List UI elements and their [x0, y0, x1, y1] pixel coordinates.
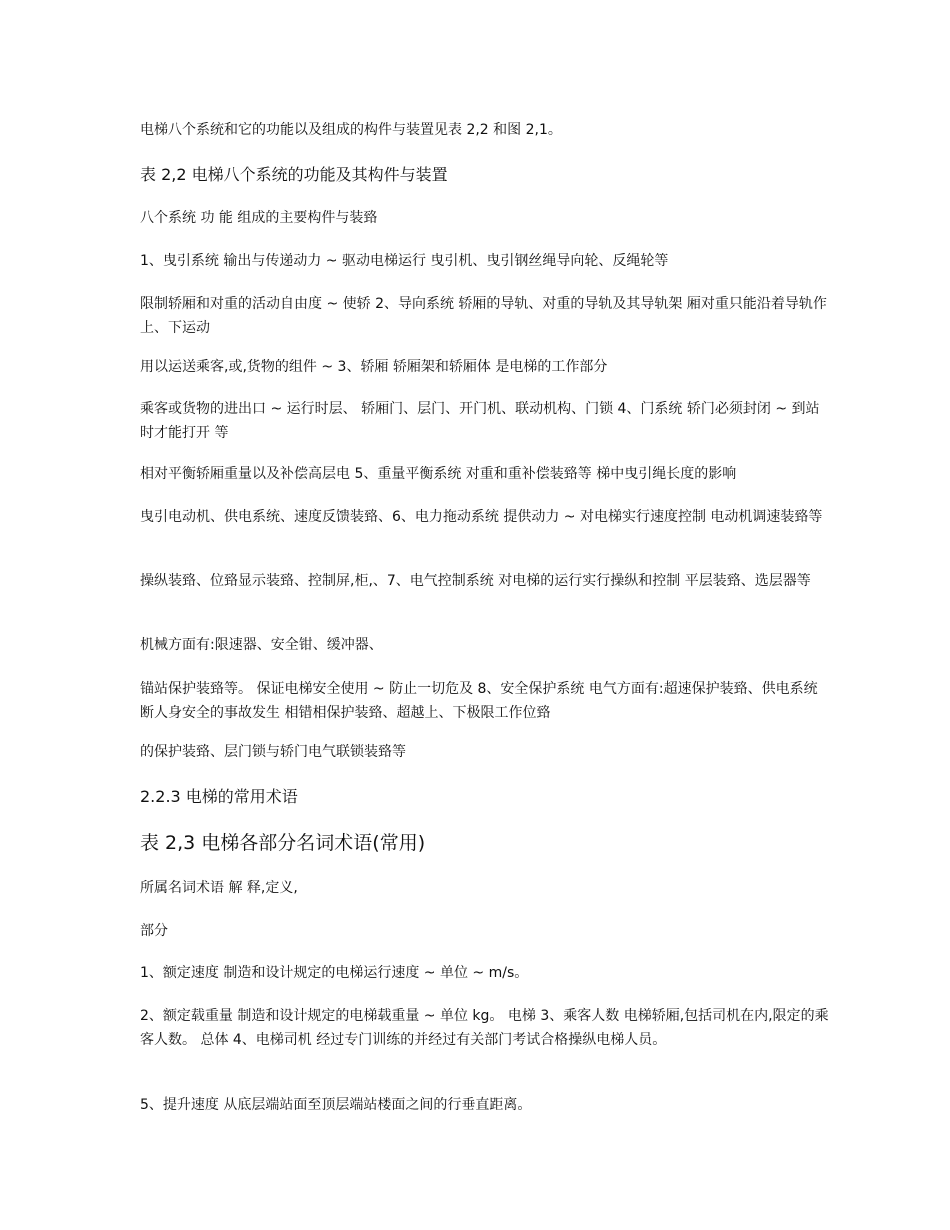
system-6-drive: 曳引电动机、供电系统、速度反馈装臵、6、电力拖动系统 提供动力 ~ 对电梯实行速度控制 电动机调速装臵等	[140, 509, 823, 525]
system-8-interlock: 的保护装臵、层门锁与轿门电气联锁装臵等	[140, 744, 406, 760]
term-2-4-load-passengers-operator: 2、额定载重量 制造和设计规定的电梯载重量 ~ 单位 kg。 电梯 3、乘客人数 电梯轿厢,包括司机在内,限定的乘客人数。 总体 4、电梯司机 经过专门训练的并经过有关部门考试合格操纵电梯人员。	[140, 1008, 829, 1048]
system-5-weight-balance: 相对平衡轿厢重量以及补偿高层电 5、重量平衡系统 对重和重补偿装臵等 梯中曳引绳长度的影响	[140, 466, 737, 482]
table-2-3-header-part: 部分	[140, 923, 168, 939]
system-3-car: 用以运送乘客,或,货物的组件 ~ 3、轿厢 轿厢架和轿厢体 是电梯的工作部分	[140, 359, 608, 375]
table-2-3-header: 所属名词术语 解 释,定义,	[140, 880, 298, 896]
system-4-door: 乘客或货物的进出口 ~ 运行时层、 轿厢门、层门、开门机、联动机构、门锁 4、门系统 轿门必须封闭 ~ 到站时才能打开 等	[140, 401, 820, 441]
table-2-2-caption: 表 2,2 电梯八个系统的功能及其构件与装置	[140, 165, 448, 184]
system-1-traction: 1、曳引系统 输出与传递动力 ~ 驱动电梯运行 曳引机、曳引钢丝绳导向轮、反绳轮等	[140, 253, 669, 269]
term-1-rated-speed: 1、额定速度 制造和设计规定的电梯运行速度 ~ 单位 ~ m/s。	[140, 965, 529, 981]
system-8-mechanical: 机械方面有:限速器、安全钳、缓冲器、	[140, 637, 383, 653]
intro-paragraph: 电梯八个系统和它的功能以及组成的构件与装置见表 2,2 和图 2,1。	[140, 122, 562, 138]
system-7-control: 操纵装臵、位臵显示装臵、控制屏,柜,、7、电气控制系统 对电梯的运行实行操纵和控制 平层装臵、选层器等	[140, 573, 811, 589]
table-2-2-header: 八个系统 功 能 组成的主要构件与装臵	[140, 210, 378, 226]
section-heading-2-2-3: 2.2.3 电梯的常用术语	[140, 787, 298, 806]
system-2-guide: 限制轿厢和对重的活动自由度 ~ 使轿 2、导向系统 轿厢的导轨、对重的导轨及其导轨架 厢对重只能沿着导轨作上、下运动	[140, 296, 827, 336]
system-8-safety: 锚站保护装臵等。 保证电梯安全使用 ~ 防止一切危及 8、安全保护系统 电气方面有:超速保护装臵、供电系统断人身安全的事故发生 相错相保护装臵、超越上、下极限工作位臵	[140, 681, 818, 721]
table-2-3-caption: 表 2,3 电梯各部分名词术语(常用)	[140, 832, 426, 854]
term-5-lift-speed: 5、提升速度 从底层端站面至顶层端站楼面之间的行垂直距离。	[140, 1097, 532, 1113]
